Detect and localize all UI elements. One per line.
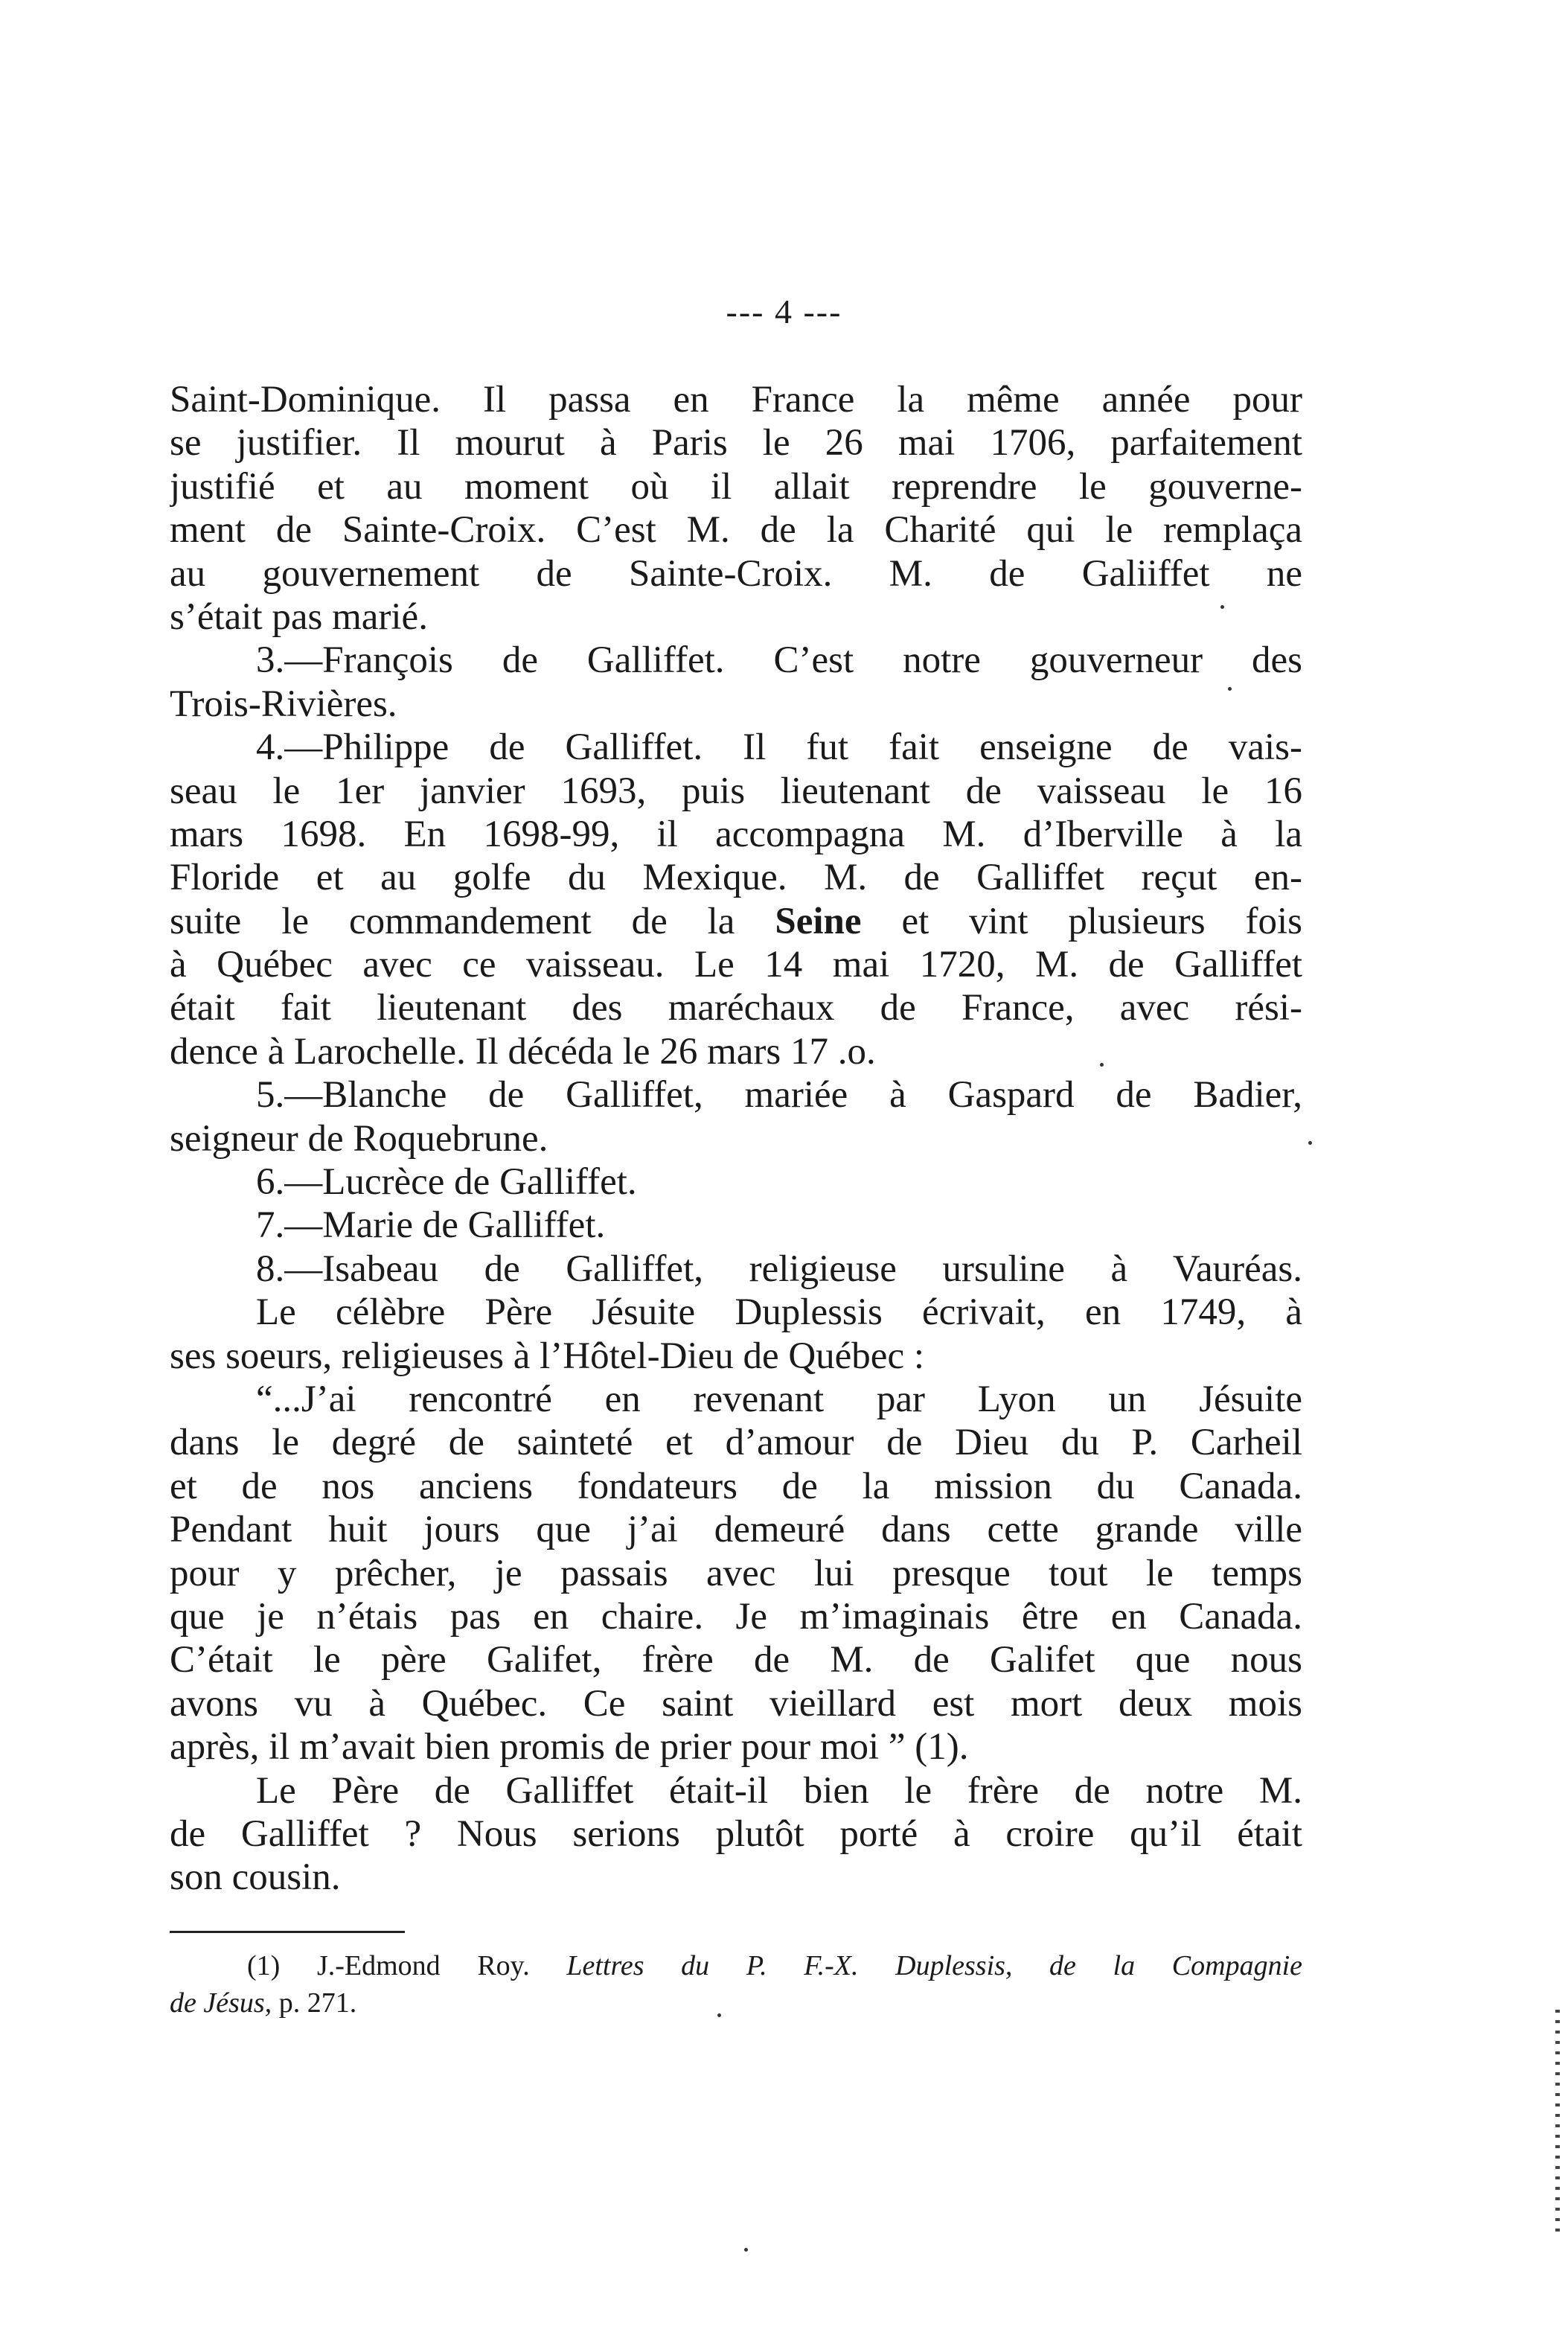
text-line: se justifier. Il mourut à Paris le 26 mai 1706, parfaitement bbox=[170, 422, 1302, 464]
text-line: au gouvernement de Sainte-Croix. M. de Galiiffet ne bbox=[170, 552, 1302, 595]
text-line: s’était pas marié. bbox=[170, 595, 428, 638]
footnote-line-2 bbox=[170, 1984, 1302, 2022]
footnote-author: J.-Edmond Roy. bbox=[316, 1950, 530, 1981]
footnote-marker: (1) bbox=[247, 1950, 281, 1981]
body-text bbox=[170, 378, 1302, 1900]
text-line: dence à Larochelle. Il décéda le 26 mars 17 .o. bbox=[170, 1030, 876, 1073]
text-line: dans le degré de sainteté et d’amour de Dieu du P. Carheil bbox=[170, 1422, 1302, 1464]
text-line: seigneur de Roquebrune. bbox=[170, 1117, 548, 1160]
text-line: suite le commandement de la Seine et vint plusieurs fois bbox=[170, 900, 1302, 942]
paragraph-duplessis: Le célèbre Père Jésuite Duplessis écrivait, en 1749, à bbox=[256, 1291, 1302, 1334]
paragraph-conclusion: Le Père de Galliffet était-il bien le frère de notre M. bbox=[256, 1769, 1302, 1812]
text-line: après, il m’avait bien promis de prier pour moi ” (1). bbox=[170, 1726, 969, 1769]
text-line: son cousin. bbox=[170, 1856, 341, 1899]
footnote-title: Lettres du P. F.-X. Duplessis, de la Compagnie bbox=[566, 1950, 1303, 1981]
text-line: justifié et au moment où il allait reprendre le gouverne- bbox=[170, 465, 1302, 508]
paragraph-3: 3.—François de Galliffet. C’est notre gouverneur des bbox=[256, 639, 1302, 682]
text-line: était fait lieutenant des maréchaux de France, avec rési- bbox=[170, 987, 1302, 1029]
print-speck bbox=[744, 2248, 748, 2252]
print-speck bbox=[1220, 605, 1224, 609]
print-speck bbox=[717, 2013, 721, 2017]
text-line: à Québec avec ce vaisseau. Le 14 mai 1720, M. de Galliffet bbox=[170, 944, 1302, 986]
text-line: et de nos anciens fondateurs de la mission du Canada. bbox=[170, 1465, 1302, 1507]
paragraph-4: 4.—Philippe de Galliffet. Il fut fait enseigne de vais- bbox=[256, 726, 1302, 769]
paragraph-8: 8.—Isabeau de Galliffet, religieuse ursuline à Vauréas. bbox=[256, 1248, 1302, 1290]
text-line: de Galliffet ? Nous serions plutôt porté à croire qu’il était bbox=[170, 1812, 1302, 1855]
ship-name: Seine bbox=[775, 900, 862, 942]
page-number: --- 4 --- bbox=[726, 293, 842, 330]
text-line: pour y prêcher, je passais avec lui presque tout le temps bbox=[170, 1552, 1302, 1594]
paragraph-5: 5.—Blanche de Galliffet, mariée à Gaspard de Badier, bbox=[256, 1074, 1302, 1117]
footnote bbox=[170, 1947, 1302, 2022]
text-line: que je n’étais pas en chaire. Je m’imaginais être en Canada. bbox=[170, 1595, 1302, 1638]
text-line: avons vu à Québec. Ce saint vieillard est mort deux mois bbox=[170, 1682, 1302, 1725]
text-line: ses soeurs, religieuses à l’Hôtel-Dieu de Québec : bbox=[170, 1335, 924, 1377]
footnote-title-cont: de Jésus, bbox=[170, 1987, 272, 2019]
print-speck bbox=[1228, 687, 1232, 691]
quotation-start: “...J’ai rencontré en revenant par Lyon un Jésuite bbox=[256, 1378, 1302, 1420]
text-line: Saint-Dominique. Il passa en France la même année pour bbox=[170, 379, 1302, 421]
footnote-line-1 bbox=[170, 1947, 1302, 1984]
page-edge-marks bbox=[1555, 2010, 1560, 2233]
footnote-page-ref: p. 271. bbox=[278, 1987, 357, 2019]
paragraph-6: 6.—Lucrèce de Galliffet. bbox=[256, 1161, 637, 1204]
text-line: Trois-Rivières. bbox=[170, 683, 397, 725]
text-line: Floride et au golfe du Mexique. M. de Galliffet reçut en- bbox=[170, 857, 1302, 899]
text-line: C’était le père Galifet, frère de M. de Galifet que nous bbox=[170, 1639, 1302, 1681]
text-line: seau le 1er janvier 1693, puis lieutenant de vaisseau le 16 bbox=[170, 770, 1302, 812]
text-line: Pendant huit jours que j’ai demeuré dans cette grande ville bbox=[170, 1509, 1302, 1551]
footnote-divider bbox=[170, 1931, 405, 1933]
paragraph-7: 7.—Marie de Galliffet. bbox=[256, 1204, 606, 1247]
text-line: ment de Sainte-Croix. C’est M. de la Charité qui le remplaça bbox=[170, 509, 1302, 552]
text-line: mars 1698. En 1698-99, il accompagna M. d’Iberville à la bbox=[170, 813, 1302, 855]
print-speck bbox=[1308, 1141, 1312, 1145]
print-speck bbox=[1100, 1063, 1104, 1067]
